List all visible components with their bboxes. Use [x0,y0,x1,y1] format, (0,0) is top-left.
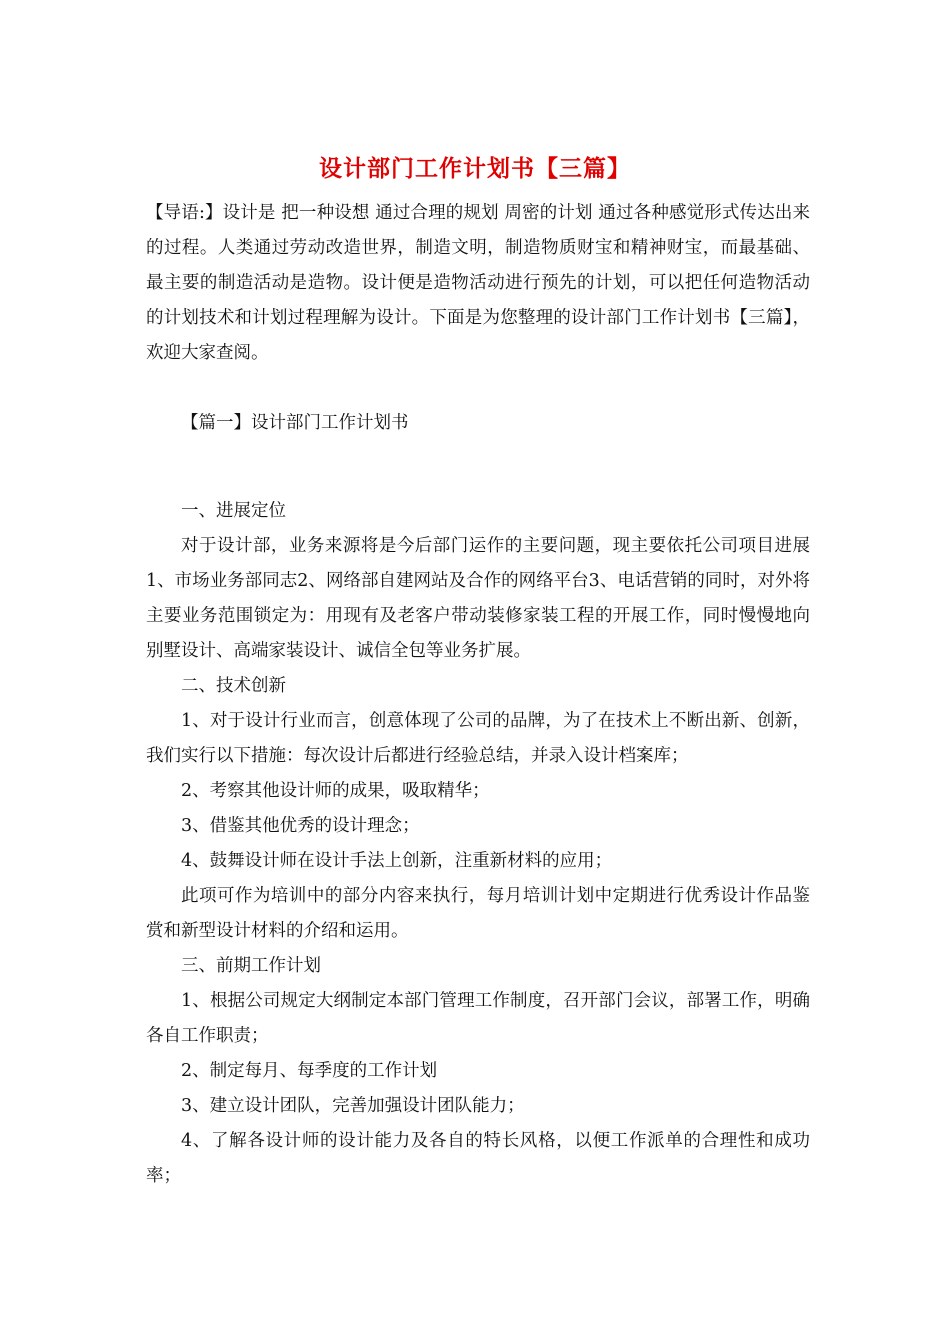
body-paragraph: 此项可作为培训中的部分内容来执行，每月培训计划中定期进行优秀设计作品鉴赏和新型设计材料的介绍和运用。 [146,886,810,941]
spacer [146,441,810,476]
part-one-heading: 【篇一】设计部门工作计划书 [181,413,409,433]
body-paragraph: 4、鼓舞设计师在设计手法上创新，注重新材料的应用； [181,851,613,871]
body-paragraph: 2、考察其他设计师的成果，吸取精华； [181,781,490,801]
body-paragraph: 2、制定每月、每季度的工作计划 [181,1061,438,1081]
body-paragraph: 对于设计部，业务来源将是今后部门运作的主要问题，现主要依托公司项目进展1、市场业务部同志2、网络部自建网站及合作的网络平台3、电话营销的同时，对外将主要业务范围锁定为：用现有及老客户带动装修家装工程的开展工作，同时慢慢地向别墅设计、高端家装设计、诚信全包等业务扩展。 [146,536,810,661]
section-heading: 一、进展定位 [181,501,286,521]
intro-paragraph: 【导语:】设计是 把一种设想 通过合理的规划 周密的计划 通过各种感觉形式传达出来的过程。人类通过劳动改造世界，制造文明，制造物质财宝和精神财宝，而最基础、最主要的制造活动是造物。设计便是造物活动进行预先的计划，可以把任何造物活动的计划技术和计划过程理解为设计。下面是为您整理的设计部门工作计划书【三篇】，欢迎大家查阅。 [146,203,810,363]
section-heading: 二、技术创新 [181,676,286,696]
body-paragraph: 1、根据公司规定大纲制定本部门管理工作制度，召开部门会议，部署工作，明确各自工作职责； [146,991,810,1046]
spacer [146,476,810,494]
body-paragraph: 3、建立设计团队，完善加强设计团队能力； [181,1096,525,1116]
body-paragraph: 3、借鉴其他优秀的设计理念； [181,816,420,836]
document-body [146,196,810,1194]
body-paragraph: 4、了解各设计师的设计能力及各自的特长风格，以便工作派单的合理性和成功率； [146,1131,810,1186]
document-title: 设计部门工作计划书【三篇】 [319,156,631,182]
spacer [146,371,810,406]
body-paragraph: 1、对于设计行业而言，创意体现了公司的品牌，为了在技术上不断出新、创新，我们实行以下措施：每次设计后都进行经验总结，并录入设计档案库； [146,711,810,766]
section-heading: 三、前期工作计划 [181,956,321,976]
